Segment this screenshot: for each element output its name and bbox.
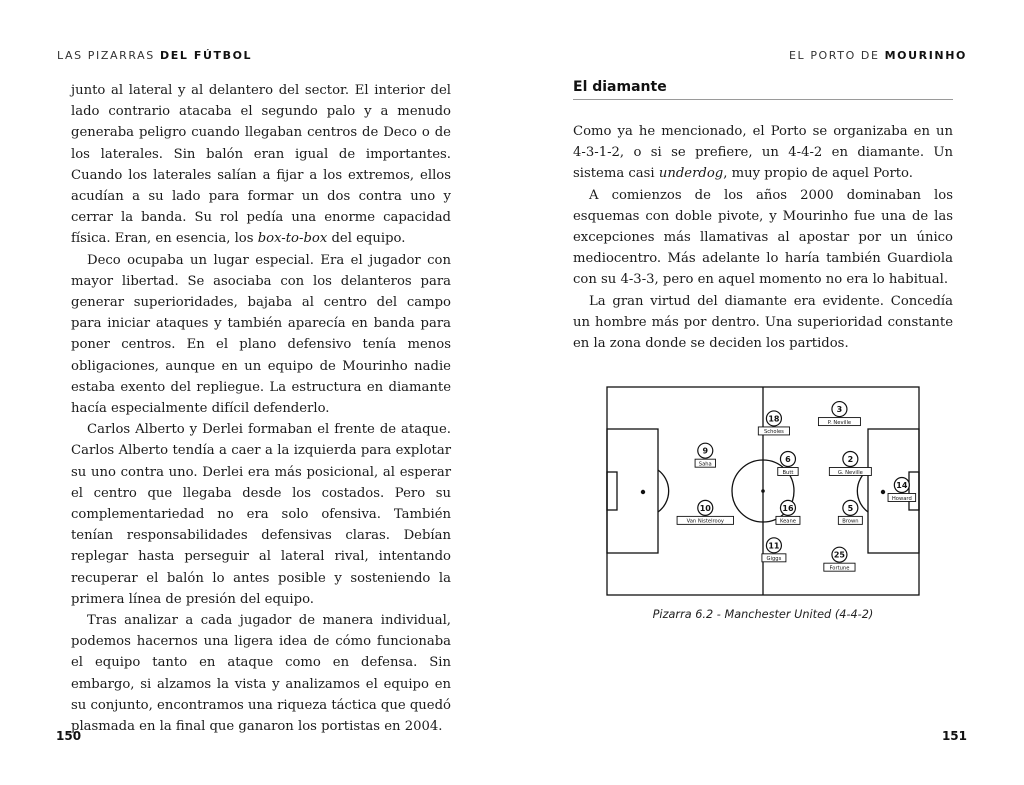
paragraph: Como ya he mencionado, el Porto se organizaba en un 4-3-1-2, o si se prefiere, un 4-4-2 en diamante. Un sistema casi underdog, muy propio de aquel Porto.: [573, 124, 953, 182]
paragraph: Deco ocupaba un lugar especial. Era el jugador con mayor libertad. Se asociaba con los delanteros para generar superioridades, bajaba al centro del campo para iniciar ataques y también aparecía en banda para poner centros. En el plano defensivo tenía menos obligaciones, aunque en un equipo de Mourinho nadie estaba exento del repliegue. La estructura en diamante hacía especialmente difícil defenderlo.: [71, 252, 451, 417]
page-number-right: 151: [941, 729, 967, 743]
player-marker: [762, 538, 786, 562]
player-name: Van Nistelrooy: [686, 518, 724, 525]
player-marker: [888, 478, 916, 502]
tactics-board: [595, 377, 930, 607]
player-number: 3: [836, 405, 843, 415]
player-name: Howard: [891, 495, 912, 502]
player-name: Saha: [698, 461, 712, 468]
player-name: Giggs: [766, 556, 782, 563]
player-marker: [695, 443, 715, 467]
player-number: 9: [702, 446, 709, 456]
player-name: Scholes: [763, 429, 784, 436]
player-number: 10: [699, 503, 711, 513]
player-marker: [677, 500, 733, 524]
player-name: Fortune: [829, 565, 850, 572]
right-page-text: [573, 121, 953, 354]
player-name: G. Neville: [837, 469, 863, 476]
player-number: 14: [896, 481, 908, 490]
running-head-right: EL PORTO DE MOURINHO: [788, 49, 967, 62]
paragraph: Carlos Alberto y Derlei formaban el frente de ataque. Carlos Alberto tendía a caer a la izquierda para explotar su uno contra uno. Derlei era más posicional, al esperar el centro que llegaba desde los costados. Pero su complementariedad no era solo ofensiva. También tenían responsabilidades defensivas claras. Debían replegar hasta perseguir al lateral rival, intentando recuperar el balón lo antes posible y sosteniendo la primera línea de presión del equipo.: [71, 422, 451, 607]
paragraph: La gran virtud del diamante era evidente. Concedía un hombre más por dentro. Una superioridad constante en la zona donde se deciden los partidos.: [573, 293, 953, 352]
player-name: Butt: [782, 469, 794, 476]
left-page-text: [71, 80, 451, 737]
player-marker: [829, 452, 871, 476]
player-number: 6: [785, 455, 791, 464]
player-number: 11: [768, 541, 780, 551]
figure-caption: Pizarra 6.2 - Manchester United (4-4-2): [652, 608, 874, 621]
player-marker: [818, 402, 860, 426]
player-marker: [824, 547, 855, 571]
section-title: El diamante: [573, 79, 953, 100]
player-number: 16: [782, 503, 794, 513]
player-name: P. Neville: [827, 419, 852, 426]
page-number-left: 150: [56, 729, 82, 743]
player-number: 25: [833, 550, 846, 560]
player-number: 2: [847, 455, 854, 464]
running-head-left: LAS PIZARRAS DEL FÚTBOL: [57, 49, 253, 62]
player-number: 18: [768, 414, 780, 424]
paragraph: A comienzos de los años 2000 dominaban los esquemas con doble pivote, y Mourinho fue una de las excepciones más llamativas al apostar por un único mediocentro. Más adelante lo haría también Guardiola con su 4-3-3, pero en aquel momento no era lo habitual.: [573, 187, 953, 288]
players-layer: [677, 402, 916, 572]
player-name: Keane: [779, 518, 796, 525]
player-marker: [776, 500, 800, 524]
player-name: Brown: [842, 518, 859, 525]
paragraph: junto al lateral y al delantero del sector. El interior del lado contrario atacaba el segundo palo y a menudo generaba peligro cuando llegaban centros de Deco o de los laterales. Sin balón eran igual de importantes. Cuando los laterales salían a fijar a los extremos, ellos acudían a su lado para formar un dos contra uno y cerrar la banda. Su rol pedía una enorme capacidad física. Eran, en esencia, los box-to-box del equipo.: [71, 83, 451, 247]
player-marker: [838, 500, 862, 524]
paragraph: Tras analizar a cada jugador de manera individual, podemos hacernos una ligera idea de cómo funcionaba el equipo tanto en ataque como en defensa. Sin embargo, si alzamos la vista y analizamos el equipo en su conjunto, encontramos una riqueza táctica que quedó plasmada en la final que ganaron los portistas en 2004.: [71, 613, 451, 735]
player-marker: [778, 452, 798, 476]
player-number: 5: [847, 503, 854, 513]
